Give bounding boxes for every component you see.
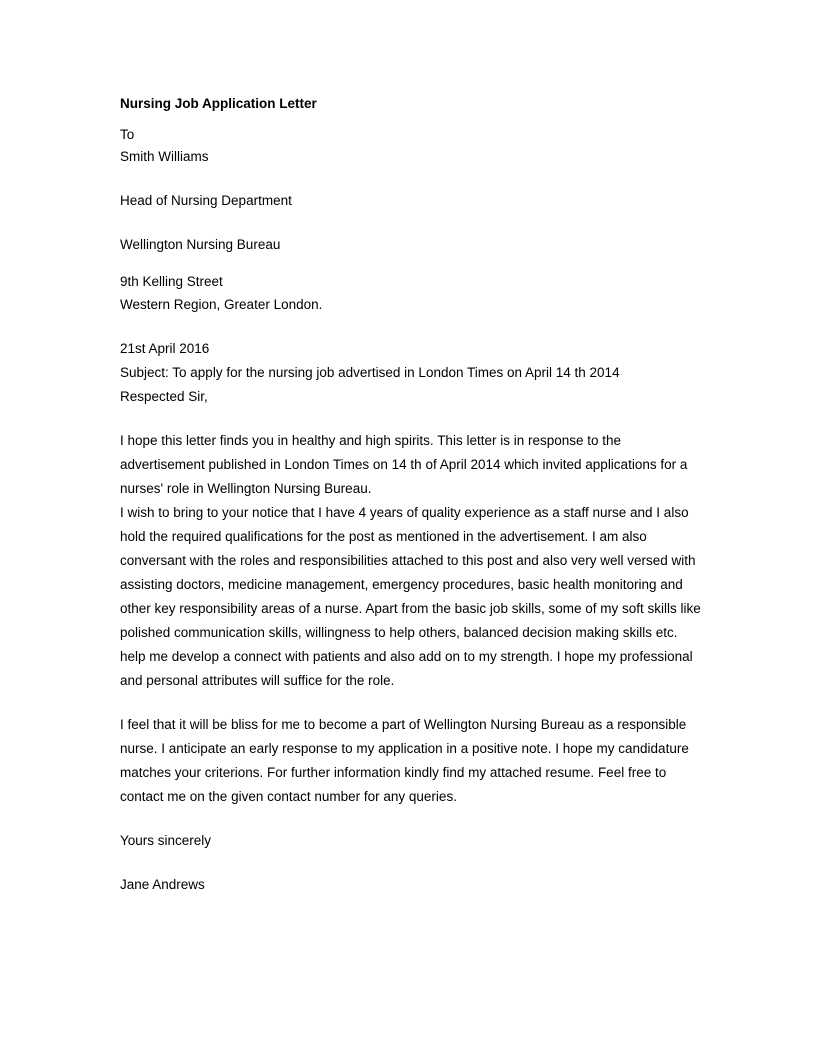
organization-name: Wellington Nursing Bureau — [120, 237, 281, 252]
signature-name: Jane Andrews — [120, 877, 205, 892]
recipient-name: Smith Williams — [120, 149, 209, 164]
paragraph-line: help me develop a connect with patients and also add on to my strength. I hope my professional — [120, 649, 693, 664]
salutation: Respected Sir, — [120, 389, 208, 404]
letter-date: 21st April 2016 — [120, 341, 210, 356]
paragraph-line: nurse. I anticipate an early response to my application in a positive note. I hope my candidature — [120, 741, 689, 756]
letter-subject: Subject: To apply for the nursing job advertised in London Times on April 14 th 2014 — [120, 365, 620, 380]
address-line-2: Western Region, Greater London. — [120, 297, 323, 312]
paragraph-line: assisting doctors, medicine management, emergency procedures, basic health monitoring and — [120, 577, 683, 592]
paragraph-line: I wish to bring to your notice that I have 4 years of quality experience as a staff nurse and I also — [120, 505, 689, 520]
paragraph-line: and personal attributes will suffice for the role. — [120, 673, 395, 688]
paragraph-line: contact me on the given contact number for any queries. — [120, 789, 457, 804]
closing: Yours sincerely — [120, 833, 212, 848]
paragraph-line: other key responsibility areas of a nurse. Apart from the basic job skills, some of my soft skills like — [120, 601, 701, 616]
recipient-title: Head of Nursing Department — [120, 193, 292, 208]
paragraph-line: matches your criterions. For further information kindly find my attached resume. Feel free to — [120, 765, 667, 780]
paragraph-line: hold the required qualifications for the post as mentioned in the advertisement. I am also — [120, 529, 647, 544]
paragraph-line: polished communication skills, willingness to help others, balanced decision making skills etc. — [120, 625, 678, 640]
paragraph-line: I hope this letter finds you in healthy and high spirits. This letter is in response to the — [120, 433, 622, 448]
paragraph-line: I feel that it will be bliss for me to become a part of Wellington Nursing Bureau as a responsible — [120, 717, 687, 732]
letter-title: Nursing Job Application Letter — [120, 96, 317, 111]
paragraph-line: nurses' role in Wellington Nursing Bureau. — [120, 481, 372, 496]
address-line-1: 9th Kelling Street — [120, 274, 223, 289]
paragraph-line: conversant with the roles and responsibilities attached to this post and also very well versed with — [120, 553, 696, 568]
to-label: To — [120, 127, 135, 142]
paragraph-line: advertisement published in London Times on 14 th of April 2014 which invited applications for a — [120, 457, 688, 472]
